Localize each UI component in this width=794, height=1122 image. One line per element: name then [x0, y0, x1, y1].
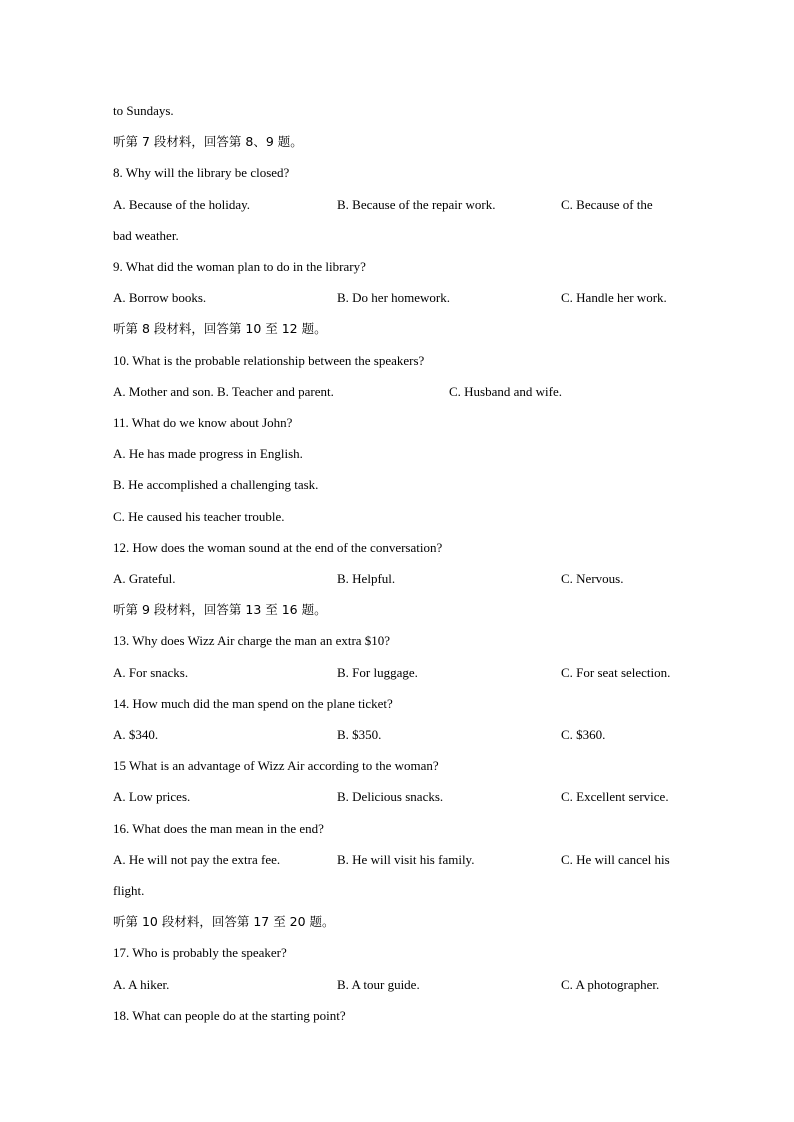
question-12: 12. How does the woman sound at the end of the conversation?	[113, 540, 443, 555]
option-a: A. He has made progress in English.	[113, 446, 303, 461]
option-c: C. Handle her work.	[561, 290, 667, 305]
option-c: C. Excellent service.	[561, 789, 669, 804]
question-11: 11. What do we know about John?	[113, 415, 293, 430]
option-a: A. $340.	[113, 727, 159, 742]
option-c: C. Because of the	[561, 197, 653, 212]
question-10: 10. What is the probable relationship between the speakers?	[113, 353, 425, 368]
option-b: B. For luggage.	[337, 665, 418, 680]
option-a: A. He will not pay the extra fee.	[113, 852, 281, 867]
text-line: to Sundays.	[113, 103, 174, 118]
option-c: C. Husband and wife.	[449, 384, 563, 399]
option-c: C. For seat selection.	[561, 665, 671, 680]
text-line: bad weather.	[113, 228, 179, 243]
option-b: B. A tour guide.	[337, 977, 420, 992]
option-b: B. Because of the repair work.	[337, 197, 496, 212]
option-c: C. $360.	[561, 727, 606, 742]
option-a-b: A. Mother and son. B. Teacher and parent.	[113, 384, 334, 399]
option-a: A. For snacks.	[113, 665, 189, 680]
question-8: 8. Why will the library be closed?	[113, 165, 290, 180]
option-b: B. Delicious snacks.	[337, 789, 444, 804]
option-c: C. He caused his teacher trouble.	[113, 509, 285, 524]
question-9: 9. What did the woman plan to do in the library?	[113, 259, 366, 274]
section-heading-9: 听第 9 段材料，回答第 13 至 16 题。	[113, 602, 327, 617]
question-18: 18. What can people do at the starting point?	[113, 1008, 346, 1023]
question-13: 13. Why does Wizz Air charge the man an extra $10?	[113, 633, 391, 648]
question-17: 17. Who is probably the speaker?	[113, 945, 287, 960]
section-heading-8: 听第 8 段材料，回答第 10 至 12 题。	[113, 321, 327, 336]
option-c: C. Nervous.	[561, 571, 624, 586]
question-15: 15 What is an advantage of Wizz Air according to the woman?	[113, 758, 439, 773]
option-a: A. Grateful.	[113, 571, 176, 586]
text-line: flight.	[113, 883, 145, 898]
option-a: A. Borrow books.	[113, 290, 207, 305]
option-b: B. Helpful.	[337, 571, 396, 586]
option-b: B. $350.	[337, 727, 382, 742]
option-a: A. A hiker.	[113, 977, 170, 992]
option-c: C. A photographer.	[561, 977, 660, 992]
option-c: C. He will cancel his	[561, 852, 670, 867]
option-b: B. He accomplished a challenging task.	[113, 477, 319, 492]
option-b: B. Do her homework.	[337, 290, 451, 305]
option-b: B. He will visit his family.	[337, 852, 475, 867]
section-heading-10: 听第 10 段材料，回答第 17 至 20 题。	[113, 914, 335, 929]
option-a: A. Low prices.	[113, 789, 191, 804]
question-16: 16. What does the man mean in the end?	[113, 821, 324, 836]
option-a: A. Because of the holiday.	[113, 197, 251, 212]
question-14: 14. How much did the man spend on the plane ticket?	[113, 696, 393, 711]
section-heading-7: 听第 7 段材料，回答第 8、9 题。	[113, 134, 303, 149]
